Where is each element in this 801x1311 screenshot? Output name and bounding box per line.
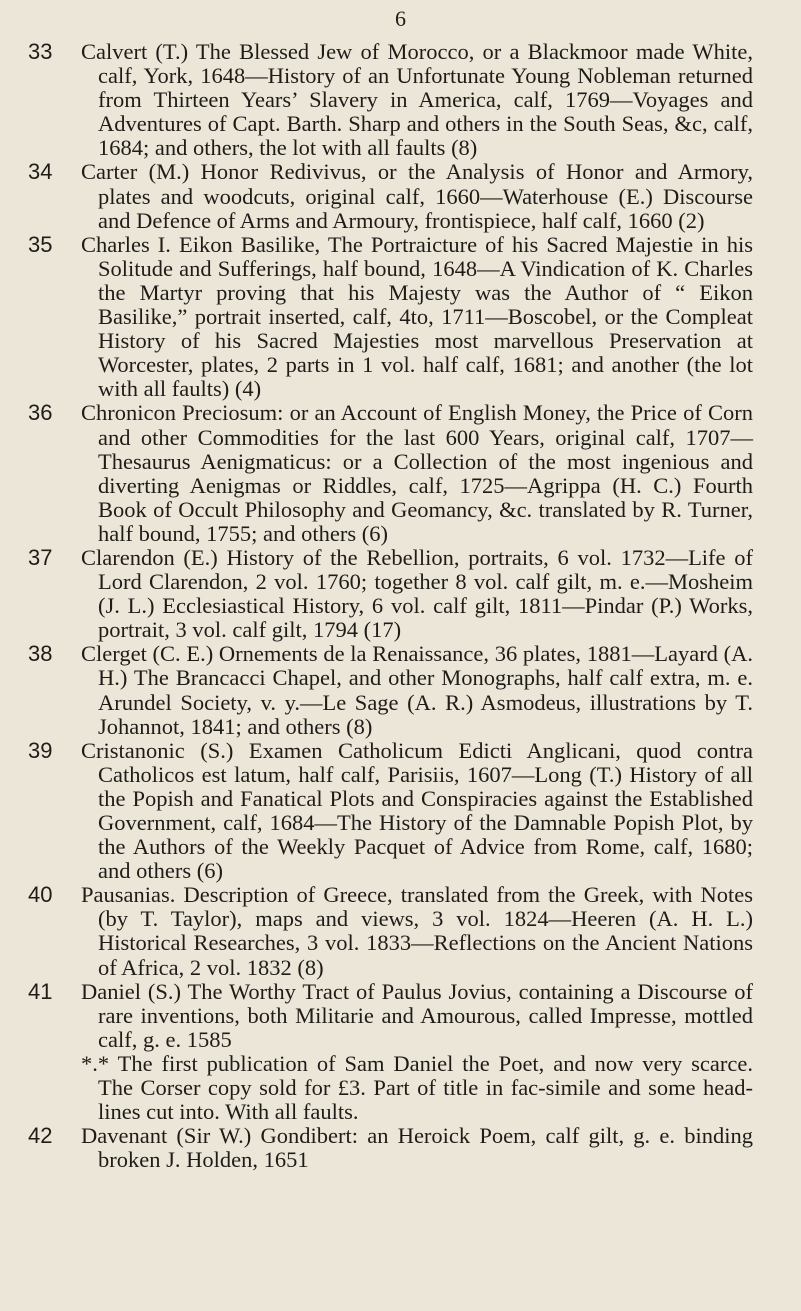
entry-text: Charles I. Eikon Basilike, The Portraicture of his Sacred Majestie in his Solitude and Sufferings, half bound, 1648—A Vindication of K. Charles the Martyr proving that his Majesty was the Author of “ Eikon Basilike,” portrait inserted, calf, 4to, 1711—Boscobel, or the Compleat History of his Sacred Majesties most marvellous Preservation at Worcester, plates, 2 parts in 1 vol. half calf, 1681; and another (the lot with all faults) (4) (81, 231, 753, 402)
catalogue-entry (0, 40, 801, 160)
lot-number: 36 (28, 400, 53, 426)
entry-text: Calvert (T.) The Blessed Jew of Morocco, or a Blackmoor made White, calf, York, 1648—History of an Unfortunate Young Nobleman returned from Thirteen Years’ Slavery in America, calf, 1769—Voyages and Adventures of Capt. Barth. Sharp and others in the South Seas, &c, calf, 1684; and others, the lot with all faults (8) (81, 39, 753, 161)
entry-text: Daniel (S.) The Worthy Tract of Paulus Jovius, containing a Discourse of rare inventions, both Militarie and Amourous, called Impresse, mottled calf, g. e. 1585 (81, 978, 753, 1052)
lot-number: 37 (28, 544, 53, 570)
catalogue-entry (0, 980, 801, 1052)
entry-text: Pausanias. Description of Greece, translated from the Greek, with Notes (by T. Taylor), maps and views, 3 vol. 1824—Heeren (A. H. L.) Historical Researches, 3 vol. 1833—Reflections on the Ancient Nations of Africa, 2 vol. 1832 (8) (81, 882, 753, 980)
catalogue-entry (0, 233, 801, 402)
lot-number: 41 (28, 978, 53, 1004)
entry-text: Carter (M.) Honor Redivivus, or the Analysis of Honor and Armory, plates and woodcuts, original calf, 1660—Waterhouse (E.) Discourse and Defence of Arms and Armoury, frontispiece, half calf, 1660 (2) (81, 159, 753, 233)
lot-number: 33 (28, 39, 53, 64)
catalogue-entry (0, 1124, 801, 1172)
lot-number: 39 (28, 737, 53, 763)
page-number: 6 (395, 6, 406, 31)
entry-text: Clerget (C. E.) Ornements de la Renaissance, 36 plates, 1881—Layard (A. H.) The Brancacci Chapel, and other Monographs, half calf extra, m. e. Arundel Society, v. y.—Le Sage (A. R.) Asmodeus, illustrations by T. Johannot, 1841; and others (8) (81, 641, 753, 739)
lot-number: 40 (28, 882, 53, 908)
entry-text: Davenant (Sir W.) Gondibert: an Heroick Poem, calf gilt, g. e. binding broken J. Holden, 1651 (81, 1123, 753, 1173)
lot-number: 35 (28, 231, 53, 257)
lot-number: 34 (28, 159, 53, 185)
catalogue-entry (0, 160, 801, 232)
entry-text: Cristanonic (S.) Examen Catholicum Edicti Anglicani, quod contra Catholicos est latum, half calf, Parisiis, 1607—Long (T.) History of all the Popish and Fanatical Plots and Conspiracies against the Established Government, calf, 1684—The History of the Damnable Popish Plot, by the Authors of the Weekly Pacquet of Advice from Rome, calf, 1680; and others (6) (81, 737, 753, 884)
catalogue-entry (0, 546, 801, 642)
catalogue-list (0, 40, 801, 1172)
lot-number: 38 (28, 641, 53, 667)
entry-text: *.* The first publication of Sam Daniel the Poet, and now very scarce. The Corser copy sold for £3. Part of title in fac-simile and some head-lines cut into. With all faults. (81, 1050, 753, 1125)
catalogue-entry (0, 739, 801, 884)
catalogue-note (0, 1052, 801, 1124)
lot-number: 42 (28, 1123, 53, 1149)
entry-text: Chronicon Preciosum: or an Account of English Money, the Price of Corn and other Commodities for the last 600 Years, original calf, 1707—Thesaurus Aenigmaticus: or a Collection of the most ingenious and diverting Aenigmas or Riddles, calf, 1725—Agrippa (H. C.) Fourth Book of Occult Philosophy and Geomancy, &c. translated by R. Turner, half bound, 1755; and others (6) (81, 400, 753, 546)
catalogue-entry (0, 883, 801, 979)
entry-text: Clarendon (E.) History of the Rebellion, portraits, 6 vol. 1732—Life of Lord Clarendon, 2 vol. 1760; together 8 vol. calf gilt, m. e.—Mosheim (J. L.) Ecclesiastical History, 6 vol. calf gilt, 1811—Pindar (P.) Works, portrait, 3 vol. calf gilt, 1794 (17) (81, 544, 753, 643)
catalogue-entry (0, 642, 801, 738)
catalogue-entry (0, 401, 801, 546)
